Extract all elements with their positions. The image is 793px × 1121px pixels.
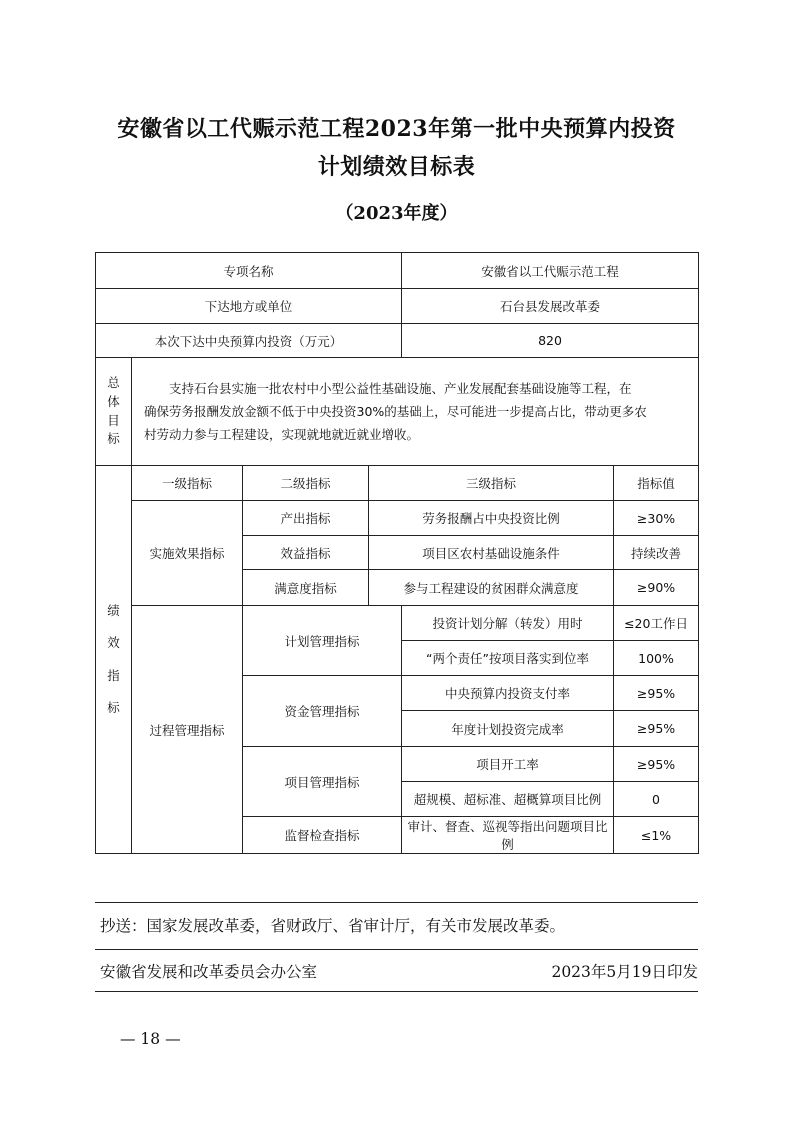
project-name-value: 安徽省以工代赈示范工程 <box>402 253 699 289</box>
level3-cell: “两个责任”按项目落实到位率 <box>402 641 614 676</box>
value-cell: ≥90% <box>614 570 699 606</box>
implementation-label: 实施效果指标 <box>132 501 243 606</box>
value-cell: 持续改善 <box>614 536 699 570</box>
overall-goal-text <box>132 358 699 466</box>
table-row <box>96 253 699 289</box>
value-cell: ≥95% <box>614 747 699 782</box>
table-row <box>96 324 699 358</box>
level3-cell: 劳务报酬占中央投资比例 <box>369 501 614 536</box>
overall-goal-line: 村劳动力参与工程建设，实现就地就近就业增收。 <box>144 427 420 443</box>
overall-goal-line: 确保劳务报酬发放金额不低于中央投资30%的基础上，尽可能进一步提高占比，带动更多农 <box>144 403 647 419</box>
investment-value: 820 <box>402 324 699 358</box>
value-cell: ≥95% <box>614 676 699 711</box>
level3-cell: 项目区农村基础设施条件 <box>369 536 614 570</box>
footer-divider <box>95 902 698 903</box>
level3-cell: 投资计划分解（转发）用时 <box>402 606 614 641</box>
page-number: — 18 — <box>120 1030 181 1048</box>
level2-cell: 产出指标 <box>243 501 369 536</box>
value-cell: 0 <box>614 782 699 817</box>
performance-target-table <box>95 252 699 854</box>
overall-goal-line: 支持石台县实施一批农村中小型公益性基础设施、产业发展配套基础设施等工程，在 <box>169 380 632 396</box>
level3-cell: 项目开工率 <box>402 747 614 782</box>
level2-cell: 效益指标 <box>243 536 369 570</box>
process-label: 过程管理指标 <box>132 606 243 854</box>
footer-divider <box>95 991 698 992</box>
recipient-value: 石台县发展改革委 <box>402 289 699 324</box>
value-cell: ≥30% <box>614 501 699 536</box>
header-level2: 二级指标 <box>243 466 369 501</box>
issuing-office: 安徽省发展和改革委员会办公室 <box>100 963 318 981</box>
recipient-label: 下达地方或单位 <box>96 289 402 324</box>
level3-cell: 审计、督查、巡视等指出问题项目比例 <box>402 817 614 854</box>
value-cell: ≥95% <box>614 711 699 747</box>
document-year: （2023年度） <box>335 203 458 224</box>
value-cell: 100% <box>614 641 699 676</box>
level3-cell: 超规模、超标准、超概算项目比例 <box>402 782 614 817</box>
table-row <box>96 289 699 324</box>
level2-cell: 监督检查指标 <box>243 817 402 854</box>
table-row <box>96 466 699 501</box>
table-row <box>96 501 699 536</box>
table-row <box>96 606 699 641</box>
level2-cell: 资金管理指标 <box>243 676 402 747</box>
document-title-line2: 计划绩效目标表 <box>317 154 476 180</box>
level3-cell: 参与工程建设的贫困群众满意度 <box>369 570 614 606</box>
header-level1: 一级指标 <box>132 466 243 501</box>
performance-indicators-label: 绩 效 指 标 <box>96 466 132 854</box>
level3-cell: 中央预算内投资支付率 <box>402 676 614 711</box>
header-value: 指标值 <box>614 466 699 501</box>
project-name-label: 专项名称 <box>96 253 402 289</box>
level2-cell: 项目管理指标 <box>243 747 402 817</box>
investment-label: 本次下达中央预算内投资（万元） <box>96 324 402 358</box>
print-date: 2023年5月19日印发 <box>551 963 698 981</box>
value-cell: ≤1% <box>614 817 699 854</box>
value-cell: ≤20工作日 <box>614 606 699 641</box>
overall-goal-label: 总 体 目 标 <box>96 358 132 466</box>
footer-divider <box>95 949 698 950</box>
copy-to-line: 抄送：国家发展改革委，省财政厅、省审计厅，有关市发展改革委。 <box>100 917 566 935</box>
level3-cell: 年度计划投资完成率 <box>402 711 614 747</box>
table-row <box>96 358 699 466</box>
level2-cell: 满意度指标 <box>243 570 369 606</box>
document-title-line1: 安徽省以工代赈示范工程2023年第一批中央预算内投资 <box>117 116 676 142</box>
level2-cell: 计划管理指标 <box>243 606 402 676</box>
header-level3: 三级指标 <box>369 466 614 501</box>
